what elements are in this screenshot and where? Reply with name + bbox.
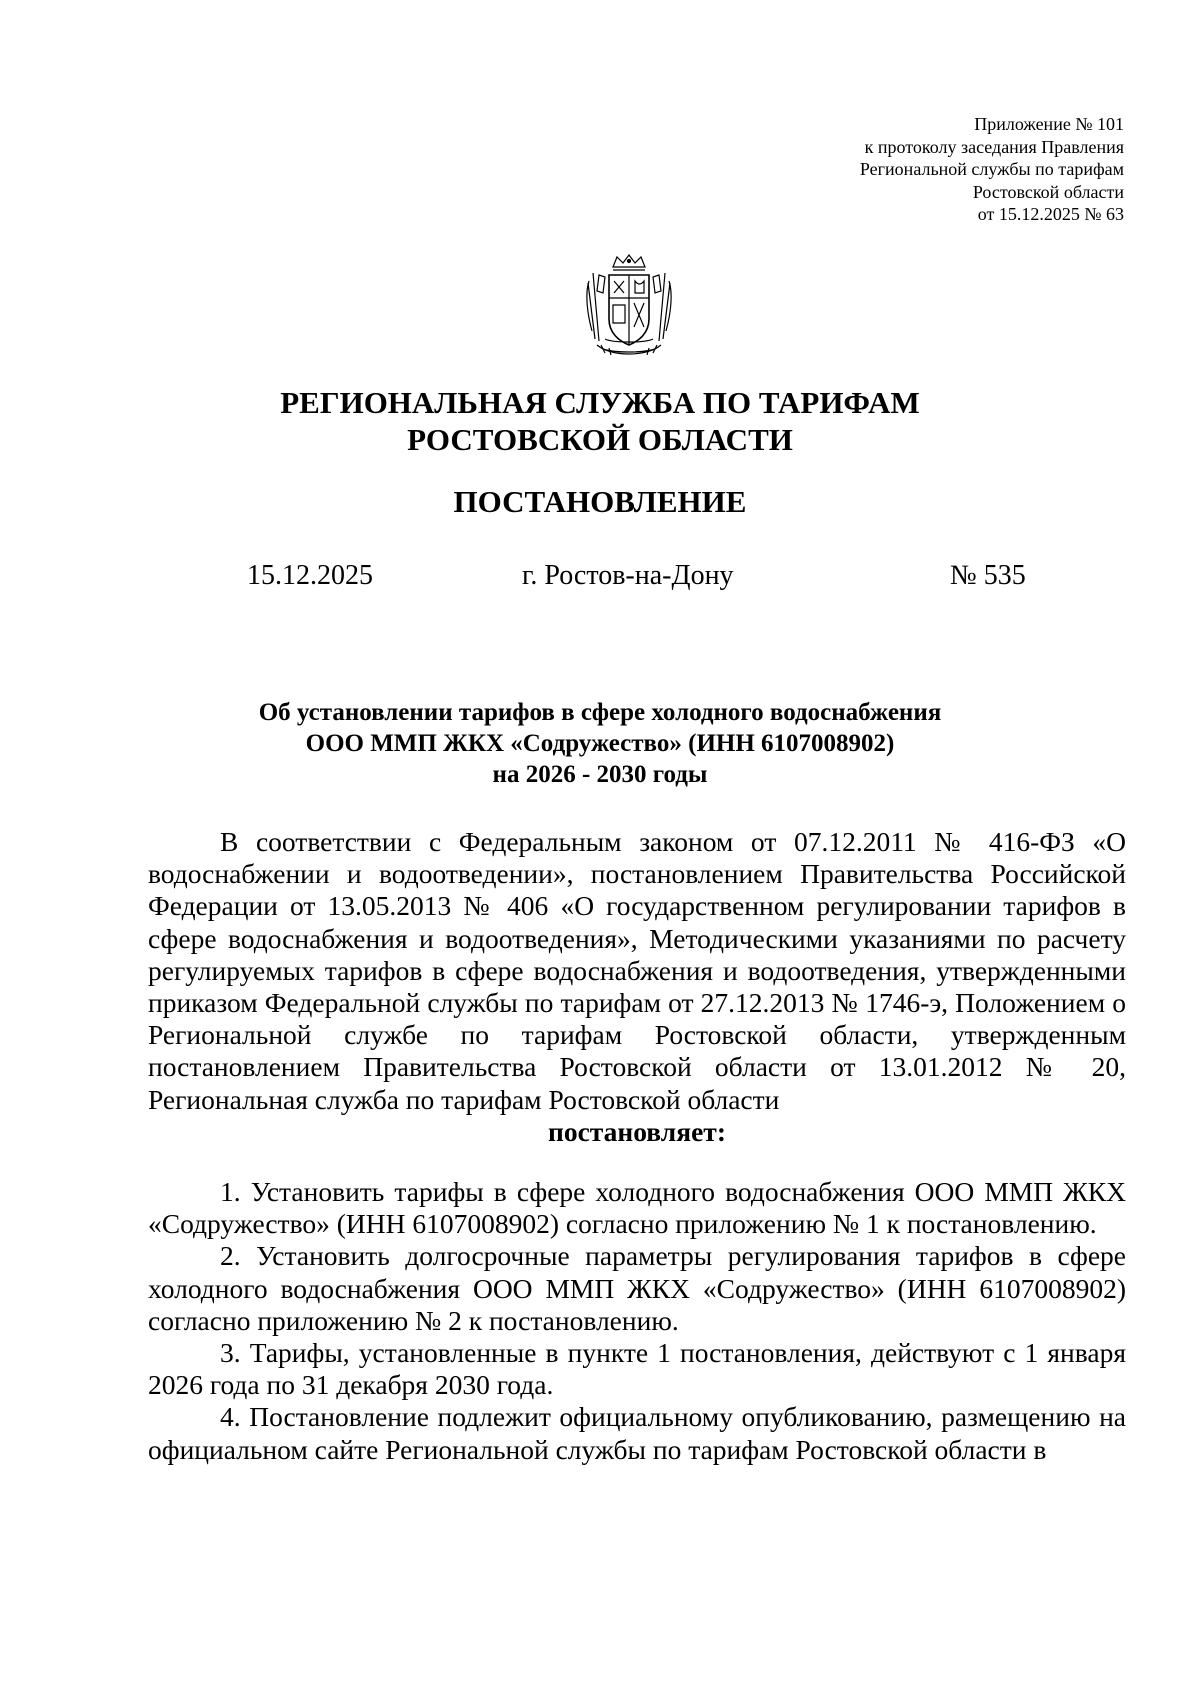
- document-meta: [0, 558, 1200, 594]
- organization-title-line: РОСТОВСКОЙ ОБЛАСТИ: [407, 422, 793, 457]
- coat-of-arms-icon: [583, 253, 675, 361]
- decision-word: постановляет:: [548, 1115, 726, 1147]
- document-body: [148, 826, 1126, 1466]
- attachment-note-line: Ростовской области: [972, 181, 1124, 202]
- organization-title: [0, 384, 1200, 458]
- document-city: г. Ростов-на-Дону: [522, 560, 734, 591]
- resolution-item: 3. Тарифы, установленные в пункте 1 постановления, действуют с 1 января 2026 года по 31 декабря 2030 года.: [148, 1337, 1126, 1401]
- subject-line: на 2026 - 2030 годы: [492, 761, 708, 788]
- document-subject: [0, 697, 1200, 790]
- resolution-item: 2. Установить долгосрочные параметры регулирования тарифов в сфере холодного водоснабжения ООО ММП ЖКХ «Содружество» (ИНН 6107008902) согласно приложению № 2 к постановлению.: [148, 1240, 1126, 1336]
- subject-line: Об установлении тарифов в сфере холодного водоснабжения: [258, 699, 942, 726]
- subject-line: ООО ММП ЖКХ «Содружество» (ИНН 6107008902): [305, 730, 895, 757]
- document-date: 15.12.2025: [247, 560, 373, 591]
- attachment-note-line: Региональной службы по тарифам: [859, 159, 1124, 179]
- resolution-item: 1. Установить тарифы в сфере холодного водоснабжения ООО ММП ЖКХ «Содружество» (ИНН 6107008902) согласно приложению № 1 к постановлению.: [148, 1176, 1126, 1240]
- preamble-paragraph: В соответствии с Федеральным законом от 07.12.2011 № 416-ФЗ «О водоснабжении и водоотведении», постановлением Правительства Российской Федерации от 13.05.2013 № 406 «О государственном регулировании тарифов в сфере водоснабжения и водоотведения», Методическими указаниями по расчету регулируемых тарифов в сфере водоснабжения и водоотведения, утвержденными приказом Федеральной службы по тарифам от 27.12.2013 № 1746-э, Положением о Региональной службе по тарифам Ростовской области, утвержденным постановлением Правительства Ростовской области от 13.01.2012 № 20, Региональная служба по тарифам Ростовской области: [148, 826, 1126, 1115]
- attachment-note-line: к протоколу заседания Правления: [864, 136, 1124, 157]
- resolution-item: 4. Постановление подлежит официальному опубликованию, размещению на официальном сайте Региональной службы по тарифам Ростовской области в: [148, 1401, 1126, 1465]
- document-number: № 535: [950, 560, 1026, 591]
- attachment-note-line: Приложение № 101: [974, 114, 1124, 134]
- attachment-note-line: от 15.12.2025 № 63: [977, 204, 1124, 224]
- attachment-note: [764, 113, 1124, 226]
- organization-title-line: РЕГИОНАЛЬНАЯ СЛУЖБА ПО ТАРИФАМ: [280, 385, 920, 420]
- document-type: ПОСТАНОВЛЕНИЕ: [453, 484, 747, 519]
